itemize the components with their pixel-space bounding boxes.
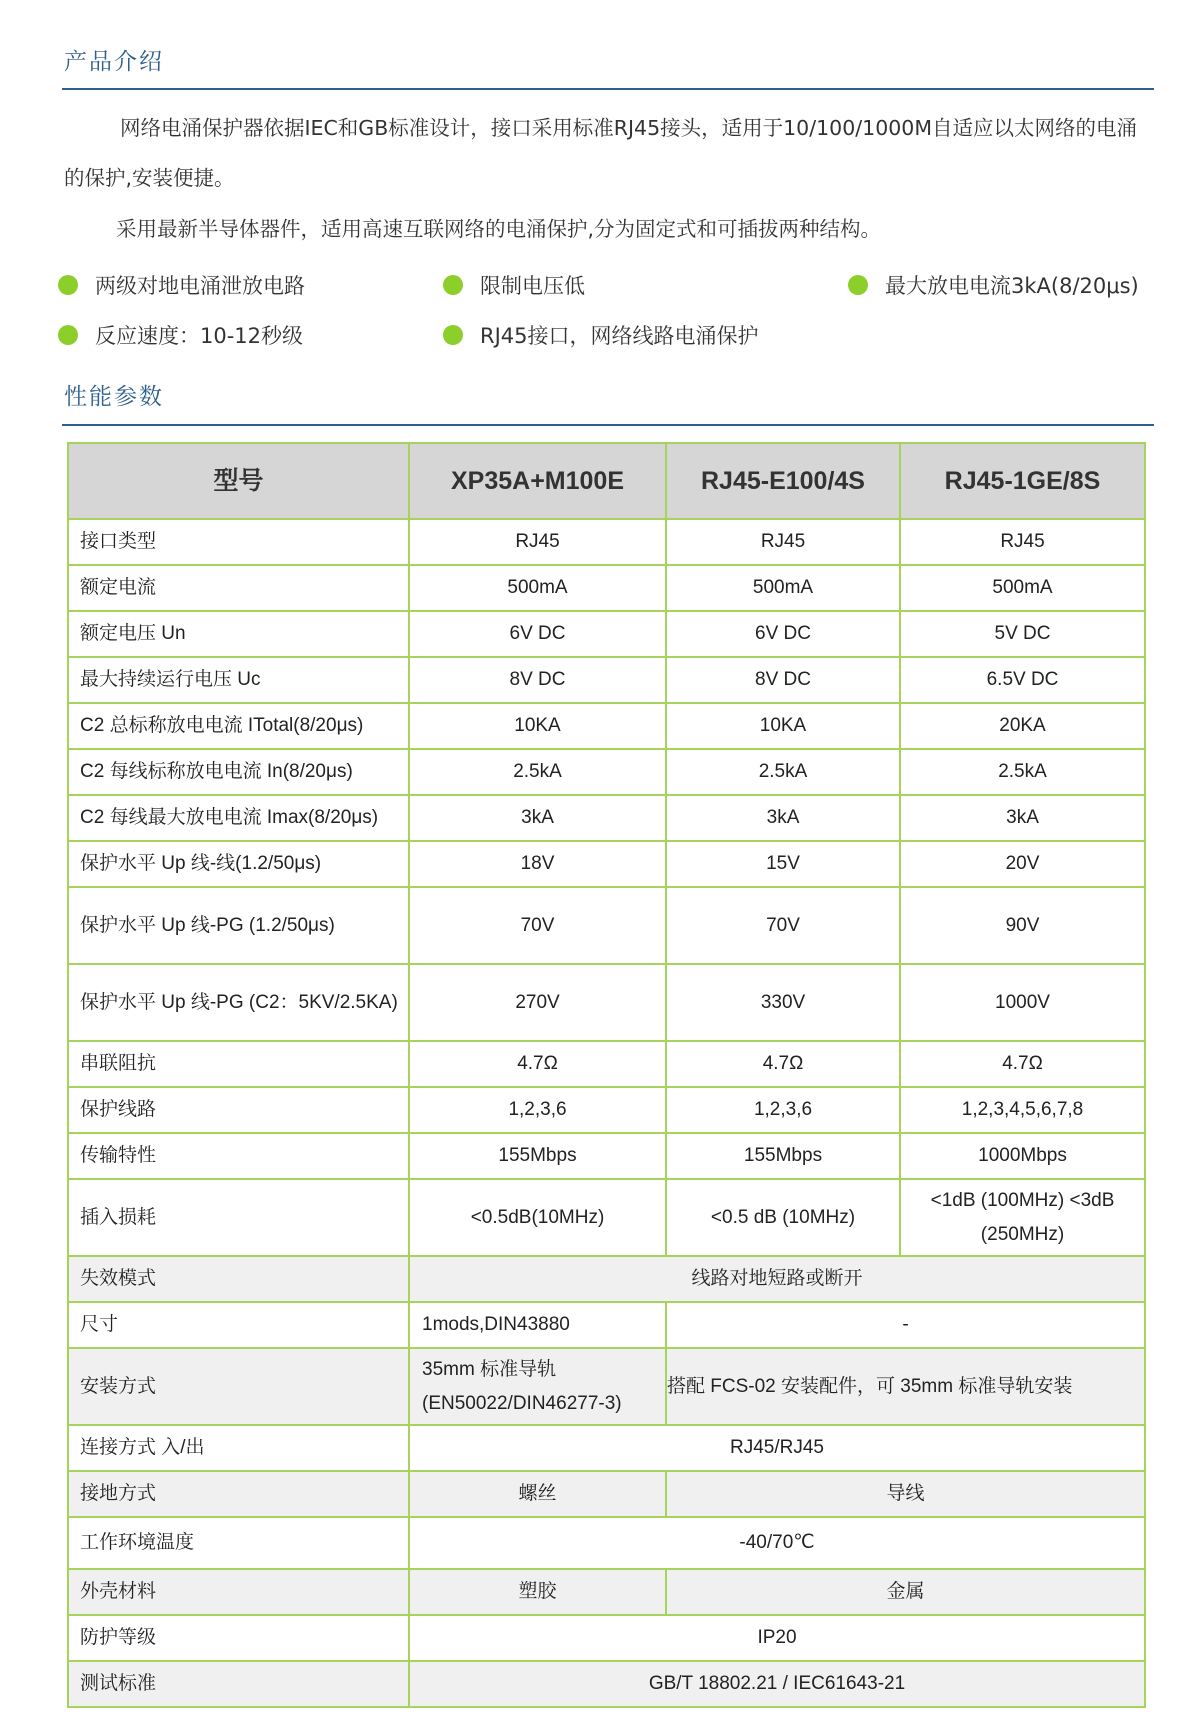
table-cell: 1000Mbps — [900, 1133, 1145, 1179]
table-cell: 35mm 标准导轨 (EN50022/DIN46277-3) — [409, 1348, 666, 1425]
table-cell: 20KA — [900, 703, 1145, 749]
row-label: C2 总标称放电电流 ITotal(8/20μs) — [68, 703, 409, 749]
table-row — [68, 1348, 1145, 1425]
table-row — [68, 1615, 1145, 1661]
row-label: 最大持续运行电压 Uc — [68, 657, 409, 703]
table-row — [68, 1471, 1145, 1517]
table-cell: 330V — [666, 964, 900, 1041]
table-row — [68, 1133, 1145, 1179]
table-cell: 2.5kA — [900, 749, 1145, 795]
header-cell-rj45-e100: RJ45-E100/4S — [666, 443, 900, 519]
intro-divider — [62, 88, 1154, 90]
table-cell: 10KA — [409, 703, 666, 749]
header-cell-rj45-1ge: RJ45-1GE/8S — [900, 443, 1145, 519]
row-label: 接地方式 — [68, 1471, 409, 1517]
table-cell: 3kA — [666, 795, 900, 841]
row-label: 保护水平 Up 线-线(1.2/50μs) — [68, 841, 409, 887]
table-row — [68, 1661, 1145, 1707]
table-cell: 500mA — [409, 565, 666, 611]
table-header-row — [68, 443, 1145, 519]
table-cell: RJ45/RJ45 — [409, 1425, 1145, 1471]
table-cell: 500mA — [666, 565, 900, 611]
table-cell: 金属 — [666, 1569, 1145, 1615]
table-cell: 5V DC — [900, 611, 1145, 657]
table-row — [68, 565, 1145, 611]
bullet-dot-icon — [848, 275, 868, 295]
row-label: 失效模式 — [68, 1256, 409, 1302]
table-cell: 4.7Ω — [900, 1041, 1145, 1087]
row-label: 串联阻抗 — [68, 1041, 409, 1087]
row-label: 外壳材料 — [68, 1569, 409, 1615]
table-row — [68, 795, 1145, 841]
feature-label: 两级对地电涌泄放电路 — [95, 274, 305, 298]
table-cell: RJ45 — [409, 519, 666, 565]
row-label: 保护水平 Up 线-PG (C2：5KV/2.5KA) — [68, 964, 409, 1041]
table-row — [68, 1425, 1145, 1471]
table-cell: 螺丝 — [409, 1471, 666, 1517]
table-cell: 塑胶 — [409, 1569, 666, 1615]
feature-label: 限制电压低 — [480, 274, 585, 298]
table-cell: <0.5 dB (10MHz) — [666, 1179, 900, 1256]
specs-divider — [62, 424, 1154, 426]
table-cell: 18V — [409, 841, 666, 887]
bullet-dot-icon — [58, 275, 78, 295]
table-row — [68, 1569, 1145, 1615]
table-cell: 导线 — [666, 1471, 1145, 1517]
row-label: C2 每线标称放电电流 In(8/20μs) — [68, 749, 409, 795]
feature-item — [58, 320, 303, 350]
table-cell: 10KA — [666, 703, 900, 749]
row-label: 额定电流 — [68, 565, 409, 611]
feature-label: 最大放电电流3kA(8/20μs) — [885, 274, 1139, 298]
table-cell: 2.5kA — [409, 749, 666, 795]
table-cell: - — [666, 1302, 1145, 1348]
table-row — [68, 1302, 1145, 1348]
table-row — [68, 1517, 1145, 1569]
intro-section-title: 产品介绍 — [64, 49, 164, 75]
row-label: 插入损耗 — [68, 1179, 409, 1256]
table-cell: 线路对地短路或断开 — [409, 1256, 1145, 1302]
row-label: 尺寸 — [68, 1302, 409, 1348]
table-cell: 500mA — [900, 565, 1145, 611]
intro-paragraph-1: 网络电涌保护器依据IEC和GB标准设计，接口采用标准RJ45接头，适用于10/100/1000M自适应以太网络的电涌的保护,安装便捷。 — [64, 116, 1138, 190]
table-cell: 6V DC — [409, 611, 666, 657]
spec-table — [67, 442, 1146, 1708]
row-label: 保护水平 Up 线-PG (1.2/50μs) — [68, 887, 409, 964]
bullet-dot-icon — [58, 325, 78, 345]
table-cell: 1000V — [900, 964, 1145, 1041]
table-cell: 8V DC — [409, 657, 666, 703]
table-cell: -40/70℃ — [409, 1517, 1145, 1569]
table-cell: 2.5kA — [666, 749, 900, 795]
table-row — [68, 657, 1145, 703]
row-label: 测试标准 — [68, 1661, 409, 1707]
table-row — [68, 1087, 1145, 1133]
specs-section-title: 性能参数 — [64, 384, 164, 410]
row-label: 保护线路 — [68, 1087, 409, 1133]
row-label: 工作环境温度 — [68, 1517, 409, 1569]
table-row — [68, 703, 1145, 749]
table-cell: 1,2,3,4,5,6,7,8 — [900, 1087, 1145, 1133]
table-cell: 15V — [666, 841, 900, 887]
table-row — [68, 611, 1145, 657]
table-row — [68, 1256, 1145, 1302]
header-cell-model: 型号 — [68, 443, 409, 519]
table-cell: 3kA — [900, 795, 1145, 841]
table-cell: 6V DC — [666, 611, 900, 657]
table-cell: 270V — [409, 964, 666, 1041]
table-cell: 1,2,3,6 — [666, 1087, 900, 1133]
row-label: 安装方式 — [68, 1348, 409, 1425]
table-cell: 20V — [900, 841, 1145, 887]
table-cell: 搭配 FCS-02 安装配件，可 35mm 标准导轨安装 — [666, 1348, 1145, 1425]
feature-item — [443, 270, 585, 300]
table-cell: 1,2,3,6 — [409, 1087, 666, 1133]
feature-item — [58, 270, 305, 300]
table-cell: RJ45 — [666, 519, 900, 565]
table-cell: 4.7Ω — [409, 1041, 666, 1087]
table-cell: 8V DC — [666, 657, 900, 703]
table-row — [68, 1041, 1145, 1087]
table-cell: <0.5dB(10MHz) — [409, 1179, 666, 1256]
table-row — [68, 841, 1145, 887]
intro-paragraph-2: 采用最新半导体器件，适用高速互联网络的电涌保护,分为固定式和可插拔两种结构。 — [116, 217, 882, 241]
table-cell: GB/T 18802.21 / IEC61643-21 — [409, 1661, 1145, 1707]
row-label: C2 每线最大放电电流 Imax(8/20μs) — [68, 795, 409, 841]
table-cell: 90V — [900, 887, 1145, 964]
row-label: 额定电压 Un — [68, 611, 409, 657]
table-cell: 70V — [666, 887, 900, 964]
table-cell: 155Mbps — [666, 1133, 900, 1179]
table-cell: <1dB (100MHz) <3dB (250MHz) — [900, 1179, 1145, 1256]
table-cell: RJ45 — [900, 519, 1145, 565]
header-cell-xp35a: XP35A+M100E — [409, 443, 666, 519]
table-row — [68, 1179, 1145, 1256]
feature-item — [848, 270, 1139, 300]
bullet-dot-icon — [443, 325, 463, 345]
table-cell: 4.7Ω — [666, 1041, 900, 1087]
row-label: 传输特性 — [68, 1133, 409, 1179]
feature-item — [443, 320, 759, 350]
row-label: 防护等级 — [68, 1615, 409, 1661]
table-cell: 70V — [409, 887, 666, 964]
row-label: 连接方式 入/出 — [68, 1425, 409, 1471]
table-row — [68, 519, 1145, 565]
table-cell: IP20 — [409, 1615, 1145, 1661]
table-cell: 155Mbps — [409, 1133, 666, 1179]
feature-label: 反应速度：10-12秒级 — [95, 324, 304, 348]
table-row — [68, 964, 1145, 1041]
table-cell: 6.5V DC — [900, 657, 1145, 703]
table-row — [68, 749, 1145, 795]
feature-label: RJ45接口，网络线路电涌保护 — [480, 324, 759, 348]
row-label: 接口类型 — [68, 519, 409, 565]
bullet-dot-icon — [443, 275, 463, 295]
table-row — [68, 887, 1145, 964]
table-cell: 1mods,DIN43880 — [409, 1302, 666, 1348]
table-cell: 3kA — [409, 795, 666, 841]
